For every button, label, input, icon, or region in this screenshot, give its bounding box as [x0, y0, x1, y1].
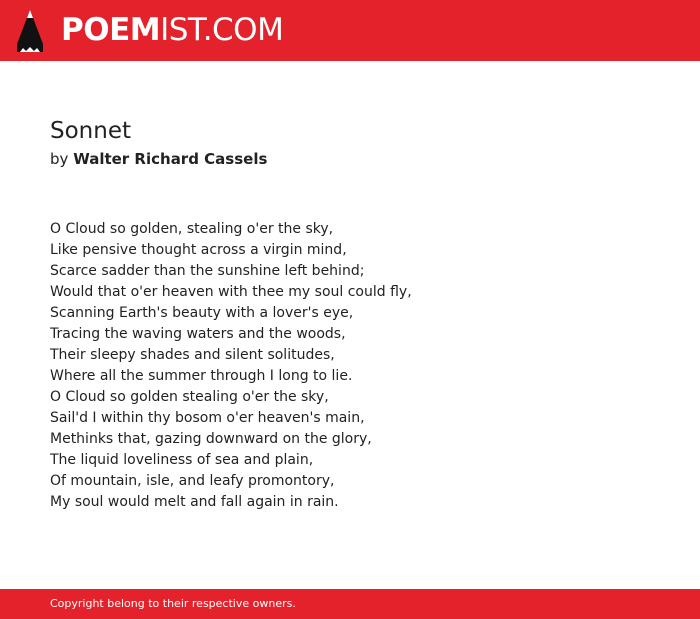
poem-title: Sonnet [50, 118, 131, 144]
poem-line: Their sleepy shades and silent solitudes, [50, 347, 335, 363]
poem-line: Tracing the waving waters and the woods, [50, 326, 346, 342]
poem-line: My soul would melt and fall again in rain. [50, 494, 339, 510]
site-footer [0, 589, 700, 619]
poem-line: Like pensive thought across a virgin mind, [50, 242, 347, 258]
poem-author: Walter Richard Cassels [73, 150, 268, 168]
logo-bold-text: POEM [61, 12, 161, 48]
poem-line: Where all the summer through I long to lie. [50, 368, 353, 384]
poem-byline [50, 148, 267, 170]
poem-line: Scanning Earth's beauty with a lover's eye, [50, 305, 354, 321]
poem-line: O Cloud so golden, stealing o'er the sky, [50, 221, 334, 237]
poem-line: The liquid loveliness of sea and plain, [50, 452, 314, 468]
logo-light-text: IST.COM [160, 12, 284, 48]
poem-body [50, 219, 412, 513]
poem-line: Would that o'er heaven with thee my soul could fly, [50, 284, 412, 300]
poem-line: Of mountain, isle, and leafy promontory, [50, 473, 335, 489]
pencil-icon[interactable] [17, 10, 43, 52]
poem-line: O Cloud so golden stealing o'er the sky, [50, 389, 329, 405]
by-label: by [50, 150, 69, 168]
copyright-text: Copyright belong to their respective owners. [50, 597, 296, 610]
poem-line: Scarce sadder than the sunshine left behind; [50, 263, 365, 279]
poem-line: Sail'd I within thy bosom o'er heaven's main, [50, 410, 365, 426]
site-logo[interactable] [61, 9, 283, 51]
site-header [0, 0, 700, 61]
poem-line: Methinks that, gazing downward on the glory, [50, 431, 372, 447]
